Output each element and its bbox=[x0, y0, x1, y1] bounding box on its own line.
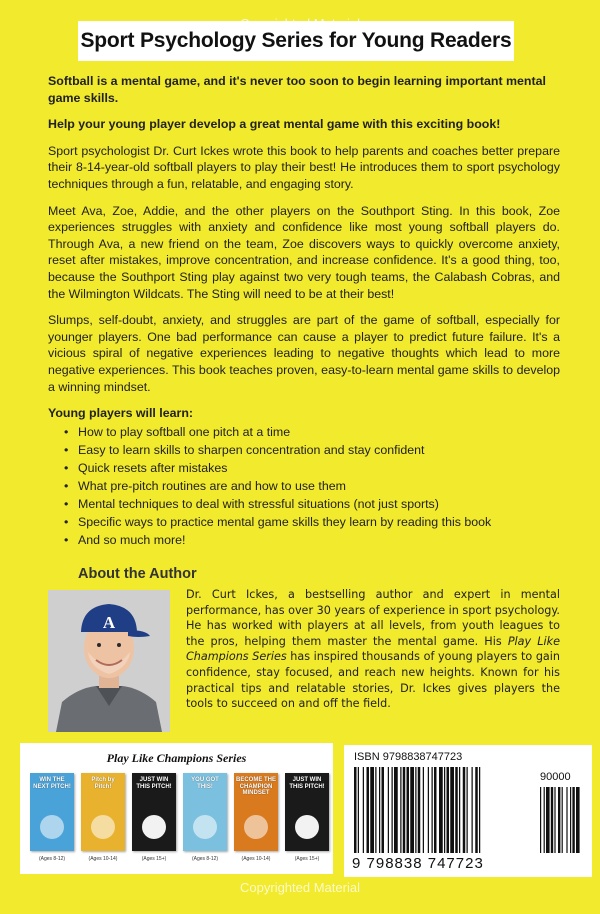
addon-bar bbox=[558, 787, 560, 853]
learn-heading: Young players will learn: bbox=[48, 406, 194, 421]
book-age-label: (Ages 10-14) bbox=[241, 856, 271, 862]
addon-bar bbox=[544, 787, 545, 853]
book-cover bbox=[285, 773, 329, 851]
author-bio bbox=[186, 587, 560, 712]
barcode-bar bbox=[459, 767, 460, 853]
book-cover bbox=[132, 773, 176, 851]
addon-bar bbox=[554, 787, 555, 853]
barcode-bar bbox=[418, 767, 421, 853]
learn-item: • Mental techniques to deal with stressful situations (not just sports) bbox=[64, 495, 560, 513]
book-cover-title: BECOME THE CHAMPION MINDSET bbox=[236, 777, 277, 796]
book-cover-art bbox=[295, 815, 319, 839]
barcode-bar bbox=[400, 767, 401, 853]
barcode-bar bbox=[439, 767, 443, 853]
book-cover-art bbox=[91, 815, 115, 839]
barcode-bar bbox=[455, 767, 458, 853]
addon-bar bbox=[551, 787, 553, 853]
book-age-label: (Ages 15+) bbox=[294, 856, 320, 862]
book-cover-art bbox=[244, 815, 268, 839]
author-bio-series: Play Like Champions Series bbox=[186, 634, 560, 664]
author-bio-intro: Dr. Curt Ickes, a bestselling author and expert in mental performance, has over 30 years of experience in sport psychology. He has worked with players at all levels, from youth leagues to the pros, helping them master the mental game. His bbox=[186, 588, 560, 648]
barcode-bar bbox=[382, 767, 385, 853]
book-cover-title: Pitch by Pitch! bbox=[91, 777, 115, 790]
book-cover-art bbox=[193, 815, 217, 839]
barcode-bar bbox=[370, 767, 374, 853]
learn-item: • Specific ways to practice mental game skills they learn by reading this book bbox=[64, 513, 560, 531]
barcode-bar bbox=[472, 767, 473, 853]
isbn-label: ISBN 9798838747723 bbox=[354, 751, 463, 763]
author-bio-outro: has inspired thousands of young players to gain confidence, stay focused, and reach new heights. Known for his practical tips and relatable stories, Dr. Ickes gives players the tools to succeed on and off the field. bbox=[186, 650, 560, 711]
barcode-bar bbox=[363, 767, 364, 853]
series-panel bbox=[20, 743, 333, 874]
addon-bar bbox=[576, 787, 580, 853]
book-cover-title: JUST WIN THIS PITCH! bbox=[136, 777, 172, 790]
barcode-bar bbox=[407, 767, 410, 853]
barcode-bar bbox=[403, 767, 406, 853]
barcode-bar bbox=[392, 767, 393, 853]
watermark-bottom: Copyrighted Material bbox=[240, 880, 360, 895]
barcode-bar bbox=[394, 767, 398, 853]
barcode-bar bbox=[358, 767, 359, 853]
learn-list bbox=[48, 423, 560, 550]
barcode-bar bbox=[428, 767, 429, 853]
book-age-label: (Ages 15+) bbox=[141, 856, 167, 862]
book-description bbox=[48, 73, 560, 549]
barcode-bar bbox=[434, 767, 437, 853]
barcode-bar bbox=[479, 767, 480, 853]
barcode-panel bbox=[344, 745, 592, 877]
mindset-paragraph: Slumps, self-doubt, anxiety, and struggles are part of the game of softball, especially for younger players. One bad performance can cause a player to predict future failure. It's a vicious spiral of negative experiences leading to negative thoughts which lead to more negative experiences. This book teaches proven, easy-to-learn mental game skills to develop a winning mindset. bbox=[48, 313, 560, 394]
learn-item: • What pre-pitch routines are and how to use them bbox=[64, 477, 560, 495]
barcode-bar bbox=[415, 767, 416, 853]
barcode-bar bbox=[463, 767, 466, 853]
book-cover bbox=[30, 773, 74, 851]
book-cover bbox=[81, 773, 125, 851]
barcode-bar bbox=[432, 767, 433, 853]
barcode-bar bbox=[447, 767, 450, 853]
book-cover bbox=[183, 773, 227, 851]
addon-bar bbox=[540, 787, 541, 853]
book-cover-title: JUST WIN THIS PITCH! bbox=[289, 777, 325, 790]
book-cover-art bbox=[142, 815, 166, 839]
barcode-bar bbox=[379, 767, 380, 853]
barcode-bar bbox=[410, 767, 414, 853]
series-panel-title: Play Like Champions Series bbox=[106, 751, 247, 765]
book-cover-art bbox=[40, 815, 64, 839]
about-author-heading: About the Author bbox=[78, 566, 197, 582]
book-age-label: (Ages 8-12) bbox=[191, 856, 219, 862]
story-paragraph: Meet Ava, Zoe, Addie, and the other players on the Southport Sting. In this book, Zoe experiences struggles with anxiety and confidence like most young softball players do. Through Ava, a new friend on the team, Zoe discovers ways to quickly overcome anxiety, reset after mistakes, improve concentration, and increase confidence. It's a good thing, too, because the Southport Sting play against two very tough teams, the Calabash Cobras, and the Wilmington Wildcats. The Sting will need to be at their best! bbox=[48, 203, 560, 301]
book-cover-title: WIN THE NEXT PITCH! bbox=[33, 777, 71, 790]
book-age-label: (Ages 10-14) bbox=[88, 856, 118, 862]
author-portrait-image bbox=[48, 590, 170, 732]
barcode-bar bbox=[375, 767, 376, 853]
addon-bar bbox=[566, 787, 567, 853]
book-cover bbox=[234, 773, 278, 851]
addon-bar bbox=[572, 787, 574, 853]
barcode-bar bbox=[467, 767, 468, 853]
addon-bar bbox=[570, 787, 571, 853]
barcode-bar bbox=[354, 767, 357, 853]
series-header bbox=[78, 21, 514, 61]
barcode-bar bbox=[450, 767, 454, 853]
book-age-label: (Ages 8-12) bbox=[38, 856, 66, 862]
series-header-title: Sport Psychology Series for Young Readers bbox=[80, 29, 512, 52]
barcode-bar bbox=[388, 767, 389, 853]
addon-bar bbox=[546, 787, 550, 853]
book-cover-title: YOU GOT THIS! bbox=[191, 777, 219, 790]
ean-digits: 9 798838 747723 bbox=[352, 855, 484, 872]
learn-item: • And so much more! bbox=[64, 531, 560, 549]
cap-logo: A bbox=[102, 613, 116, 632]
barcode-bar bbox=[475, 767, 478, 853]
tagline-paragraph: Help your young player develop a great mental game with this exciting book! bbox=[48, 117, 501, 132]
intro-paragraph: Softball is a mental game, and it's never too soon to begin learning important mental game skills. bbox=[48, 74, 546, 105]
description-paragraph: Sport psychologist Dr. Curt Ickes wrote this book to help parents and coaches better prepare their 8-14-year-old softball players to play their best! He introduces them to sport psychology techniques through a fun, relatable, and engaging story. bbox=[48, 143, 560, 191]
learn-item: • Quick resets after mistakes bbox=[64, 459, 560, 477]
learn-item: • Easy to learn skills to sharpen concentration and stay confident bbox=[64, 441, 560, 459]
barcode-bar bbox=[444, 767, 445, 853]
addon-bar bbox=[562, 787, 563, 853]
learn-item: • How to play softball one pitch at a time bbox=[64, 423, 560, 441]
author-photo bbox=[48, 590, 170, 732]
price-code: 90000 bbox=[540, 771, 571, 783]
barcode-bar bbox=[367, 767, 370, 853]
barcode-bar bbox=[423, 767, 424, 853]
